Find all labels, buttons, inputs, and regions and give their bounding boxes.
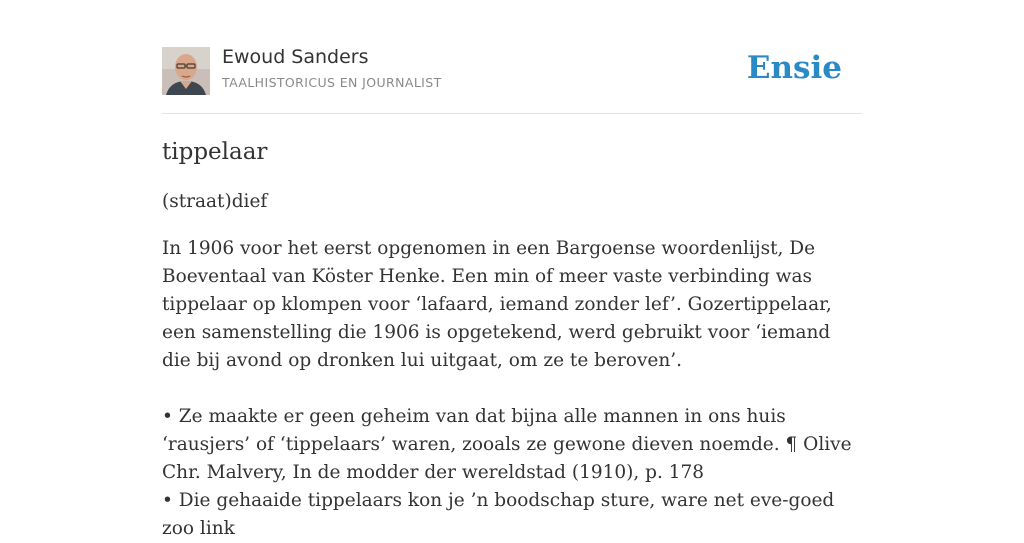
entry-title: tippelaar bbox=[162, 139, 268, 165]
author-role: TAALHISTORICUS EN JOURNALIST bbox=[222, 75, 442, 90]
author-avatar[interactable] bbox=[162, 47, 210, 95]
author-name[interactable]: Ewoud Sanders bbox=[222, 46, 369, 68]
avatar-image bbox=[162, 47, 210, 95]
header-divider bbox=[162, 113, 862, 114]
entry-content bbox=[162, 136, 862, 543]
ensie-logo[interactable]: Ensie bbox=[746, 50, 842, 86]
entry-body: In 1906 voor het eerst opgenomen in een Bargoense woordenlijst, De Boeventaal van Köster Henke. Een min of meer vaste verbinding was tippelaar op klompen voor ‘lafaard, iemand zonder lef’. Gozertippelaar, een samenstelling die 1906 is opgetekend, werd gebruikt voor ‘iemand die bij avond op dronken lui uitgaat, om ze te beroven’. • Ze maakte er geen geheim van dat bijna alle mannen in ons huis ‘rausjers’ of ‘tippelaars’ waren, zooals ze gewone dieven noemde. ¶ Olive Chr. Malvery, In de modder der wereldstad (1910), p. 178 • Die gehaaide tippelaars kon je ’n boodschap sture, ware net eve-goed zoo link bbox=[162, 238, 852, 539]
entry-definition: (straat)dief bbox=[162, 191, 268, 212]
header bbox=[162, 46, 862, 96]
